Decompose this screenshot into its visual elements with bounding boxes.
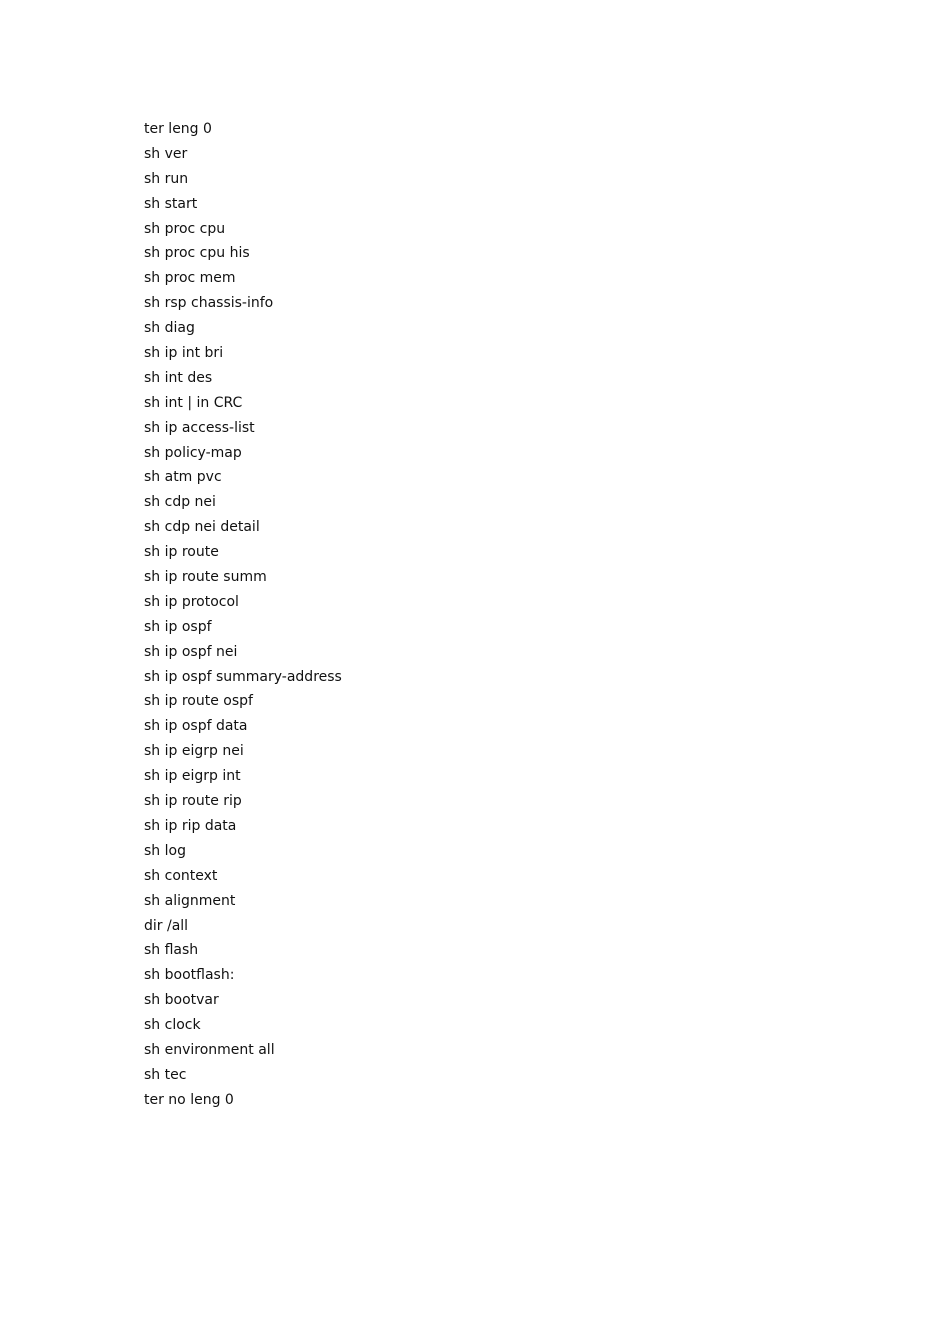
command-line: sh proc mem <box>144 270 236 287</box>
command-line: sh tec <box>144 1066 187 1083</box>
command-line: sh ip ospf summary-address <box>144 668 342 685</box>
command-line: sh cdp nei <box>144 494 216 511</box>
command-line: sh ip rip data <box>144 817 237 834</box>
command-line: sh ip ospf <box>144 618 212 635</box>
command-line: ter leng 0 <box>144 121 212 137</box>
command-line: sh start <box>144 195 198 212</box>
command-line: sh ip route <box>144 544 219 561</box>
command-line: sh policy-map <box>144 444 242 461</box>
command-line: sh ip route ospf <box>144 693 253 710</box>
command-line: sh bootflash: <box>144 967 235 984</box>
command-line: sh environment all <box>144 1041 275 1058</box>
command-line: sh alignment <box>144 892 236 909</box>
command-line: sh cdp nei detail <box>144 519 260 536</box>
command-line: sh atm pvc <box>144 469 222 486</box>
command-line: sh run <box>144 170 189 187</box>
command-line: sh ip eigrp nei <box>144 743 244 760</box>
command-line: sh ip eigrp int <box>144 768 241 785</box>
command-line: sh ip route summ <box>144 569 267 586</box>
command-line: sh proc cpu his <box>144 245 250 262</box>
command-list <box>144 117 342 1113</box>
command-line: sh flash <box>144 942 199 959</box>
command-line: sh clock <box>144 1017 201 1034</box>
command-line: sh context <box>144 867 218 884</box>
command-line: sh ip ospf data <box>144 718 248 735</box>
command-line: dir /all <box>144 917 189 934</box>
command-line: ter no leng 0 <box>144 1091 234 1108</box>
command-line: sh ip access-list <box>144 419 255 436</box>
command-line: sh diag <box>144 320 195 337</box>
command-line: sh int des <box>144 369 213 386</box>
command-line: sh ip protocol <box>144 593 239 610</box>
command-line: sh bootvar <box>144 992 219 1009</box>
command-line: sh int | in CRC <box>144 394 243 411</box>
command-line: sh ver <box>144 145 188 162</box>
command-line: sh ip ospf nei <box>144 643 238 660</box>
command-line: sh proc cpu <box>144 220 226 237</box>
command-line: sh ip int bri <box>144 345 224 362</box>
command-line: sh rsp chassis-info <box>144 295 274 312</box>
command-line: sh log <box>144 842 186 859</box>
command-line: sh ip route rip <box>144 793 242 810</box>
